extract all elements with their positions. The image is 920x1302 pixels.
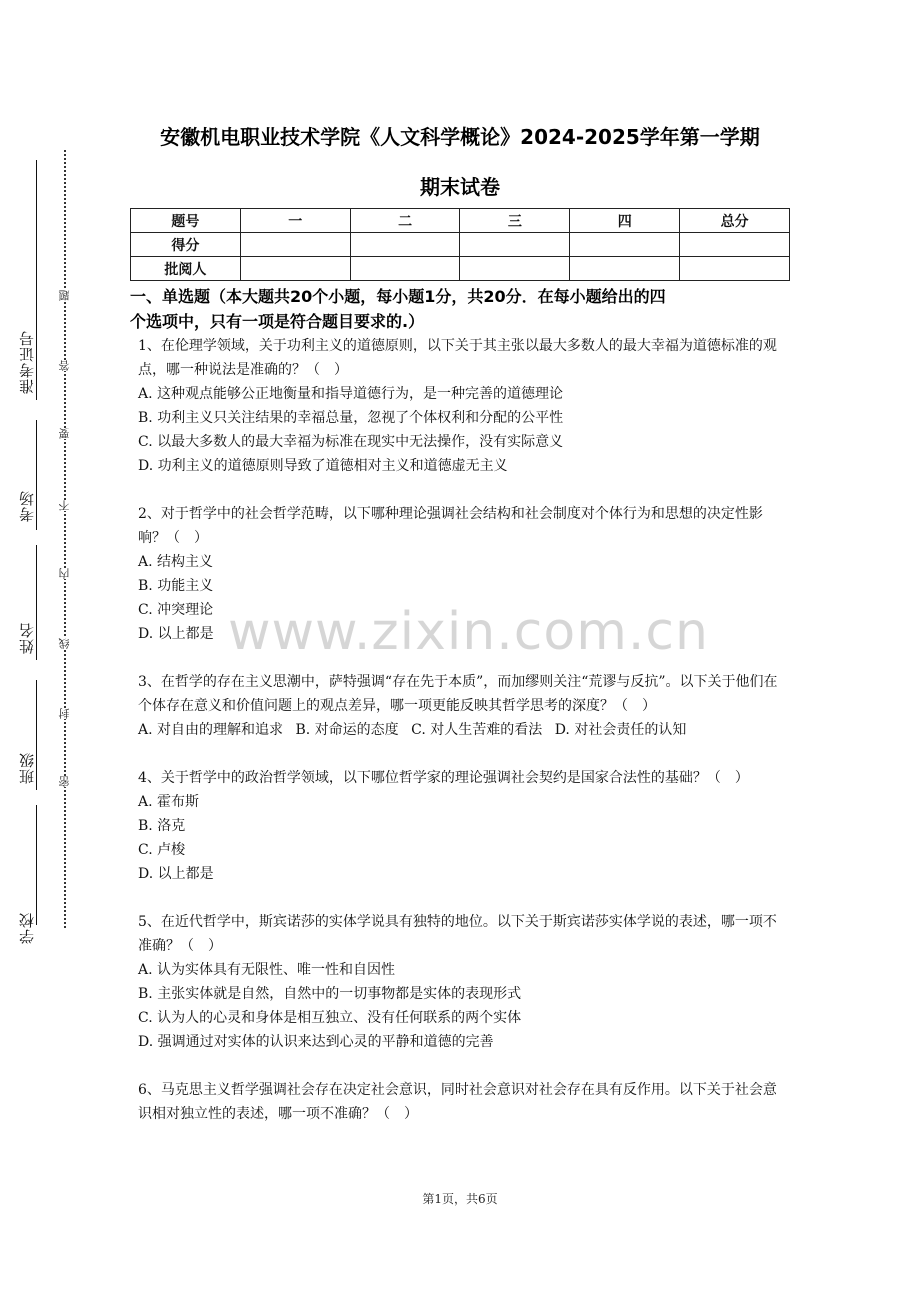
question-2 [138, 502, 788, 646]
seal-char: 不 [58, 500, 71, 511]
binding-label: 准考证号 [18, 330, 36, 394]
binding-label: 学校 [18, 912, 36, 944]
section-heading-line: 一、单选题（本大题共20个小题，每小题1分，共20分．在每小题给出的四 [130, 287, 666, 306]
option-a[interactable]: A. 认为实体具有无限性、唯一性和自因性 [138, 962, 396, 978]
option-a[interactable]: A. 对自由的理解和追求 [138, 722, 284, 738]
option-b[interactable]: B. 洛克 [138, 818, 186, 834]
score-table-cell: 一 [240, 209, 350, 233]
binding-line [36, 680, 37, 790]
score-table-cell [680, 233, 790, 257]
question-1 [138, 334, 788, 478]
binding-field-exam-number [18, 330, 36, 394]
binding-label: 姓名 [18, 622, 36, 654]
binding-label: 考场 [18, 490, 36, 522]
question-stem: 6、马克思主义哲学强调社会存在决定社会意识，同时社会意识对社会存在具有反作用。以下关于社会意识相对独立性的表述，哪一项不准确？（ ） [138, 1082, 777, 1122]
score-table-cell [240, 257, 350, 281]
score-table-cell [460, 233, 570, 257]
binding-field-name [18, 622, 36, 654]
question-4 [138, 766, 788, 886]
option-c[interactable]: C. 卢梭 [138, 842, 186, 858]
binding-line [36, 420, 37, 530]
question-6 [138, 1078, 788, 1126]
option-c[interactable]: C. 对人生苦难的看法 [411, 722, 543, 738]
option-b[interactable]: B. 对命运的态度 [295, 722, 399, 738]
question-stem: 4、关于哲学中的政治哲学领域，以下哪位哲学家的理论强调社会契约是国家合法性的基础？（ ） [138, 770, 749, 786]
score-table-cell [350, 257, 460, 281]
exam-content [130, 284, 788, 1126]
score-table-cell: 得分 [131, 233, 241, 257]
question-stem: 5、在近代哲学中，斯宾诺莎的实体学说具有独特的地位。以下关于斯宾诺莎实体学说的表述，哪一项不准确？（ ） [138, 914, 777, 954]
section-heading [130, 284, 788, 334]
exam-title: 安徽机电职业技术学院《人文科学概论》2024-2025学年第一学期 [160, 125, 760, 149]
seal-char: 题 [58, 290, 71, 301]
score-table-cell: 四 [570, 209, 680, 233]
question-stem: 2、对于哲学中的社会哲学范畴，以下哪种理论强调社会结构和社会制度对个体行为和思想的决定性影响？（ ） [138, 506, 763, 546]
option-a[interactable]: A. 霍布斯 [138, 794, 200, 810]
seal-char: 答 [58, 360, 71, 371]
option-b[interactable]: B. 功能主义 [138, 578, 214, 594]
option-d[interactable]: D. 对社会责任的认知 [554, 722, 687, 738]
score-table-cell [460, 257, 570, 281]
binding-line [36, 545, 37, 660]
question-stem: 1、在伦理学领域，关于功利主义的道德原则，以下关于其主张以最大多数人的最大幸福为道德标准的观点，哪一种说法是准确的？（ ） [138, 338, 777, 378]
question-3 [138, 670, 788, 742]
score-table-row [131, 257, 790, 281]
option-b[interactable]: B. 主张实体就是自然，自然中的一切事物都是实体的表现形式 [138, 986, 522, 1002]
binding-label: 班级 [18, 752, 36, 784]
option-c[interactable]: C. 认为人的心灵和身体是相互独立、没有任何联系的两个实体 [138, 1010, 522, 1026]
option-c[interactable]: C. 冲突理论 [138, 602, 214, 618]
score-table-cell [240, 233, 350, 257]
seal-char: 线 [58, 638, 71, 649]
score-table-cell: 批阅人 [131, 257, 241, 281]
seal-char: 密 [58, 776, 71, 787]
score-table-cell: 二 [350, 209, 460, 233]
option-a[interactable]: A. 这种观点能够公正地衡量和指导道德行为，是一种完善的道德理论 [138, 386, 564, 402]
score-table-cell [570, 257, 680, 281]
seal-char: 封 [58, 708, 71, 719]
page-footer: 第1页，共6页 [422, 1192, 498, 1206]
score-table-cell: 三 [460, 209, 570, 233]
section-heading-line: 个选项中，只有一项是符合题目要求的.） [130, 312, 425, 331]
score-table-cell [680, 257, 790, 281]
score-table [130, 208, 790, 281]
score-table-cell: 总分 [680, 209, 790, 233]
score-table-row [131, 233, 790, 257]
watermark: www.zixin.com.cn [228, 602, 709, 662]
seal-char: 要 [58, 428, 71, 439]
score-table-header-row [131, 209, 790, 233]
binding-line [36, 805, 37, 925]
seal-char: 内 [58, 568, 71, 579]
inline-options [138, 718, 788, 742]
option-d[interactable]: D. 以上都是 [138, 626, 214, 642]
seal-dotted-line [64, 150, 66, 928]
option-a[interactable]: A. 结构主义 [138, 554, 214, 570]
score-table-cell [350, 233, 460, 257]
binding-field-exam-room [18, 490, 36, 522]
option-d[interactable]: D. 功利主义的道德原则导致了道德相对主义和道德虚无主义 [138, 458, 508, 474]
option-d[interactable]: D. 强调通过对实体的认识来达到心灵的平静和道德的完善 [138, 1034, 494, 1050]
binding-field-school [18, 912, 36, 944]
option-c[interactable]: C. 以最大多数人的最大幸福为标准在现实中无法操作，没有实际意义 [138, 434, 564, 450]
score-table-cell: 题号 [131, 209, 241, 233]
binding-line [36, 160, 37, 400]
question-5 [138, 910, 788, 1054]
binding-field-class [18, 752, 36, 784]
option-b[interactable]: B. 功利主义只关注结果的幸福总量，忽视了个体权利和分配的公平性 [138, 410, 564, 426]
option-d[interactable]: D. 以上都是 [138, 866, 214, 882]
exam-subtitle: 期末试卷 [420, 175, 500, 199]
score-table-cell [570, 233, 680, 257]
question-stem: 3、在哲学的存在主义思潮中，萨特强调“存在先于本质”，而加缪则关注“荒谬与反抗”。以下关于他们在个体存在意义和价值问题上的观点差异，哪一项更能反映其哲学思考的深度？（ ） [138, 674, 778, 714]
